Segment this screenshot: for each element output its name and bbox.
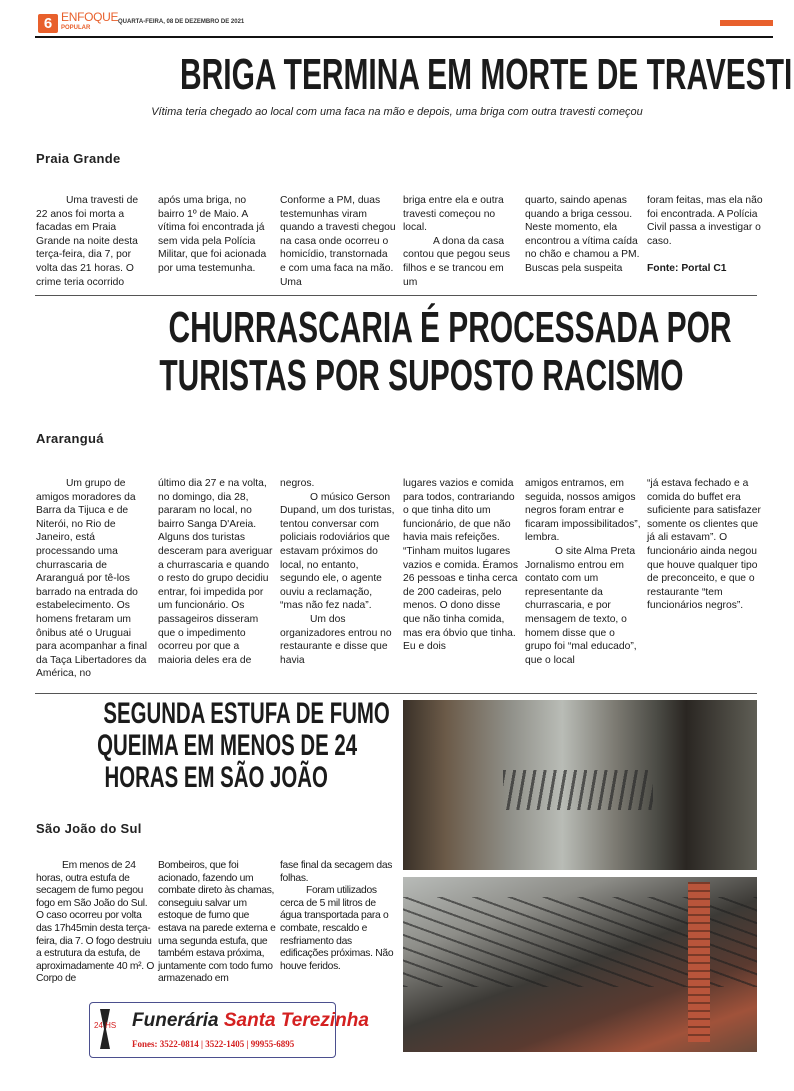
article1-column [647, 194, 763, 276]
section-divider [35, 295, 757, 296]
ad-badge: 24 HS [94, 1021, 117, 1030]
article3-headline-line: SEGUNDA ESTUFA DE FUMO [103, 697, 390, 730]
ad-name-part1: Funerária [132, 1010, 219, 1031]
article3-headline-line: HORAS EM SÃO JOÃO [104, 761, 328, 794]
paragraph: briga entre ela e outra travesti começou no local. [403, 195, 504, 234]
article1-headline [36, 50, 793, 100]
paragraph: Conforme a PM, duas testemunhas viram quando a travesti chegou na casa onde ocorreu o homicídio, transtornada e com uma faca na mão. Uma [280, 195, 396, 288]
paragraph: Um dos organizadores entrou no restaurante e disse que havia [280, 613, 392, 666]
page-number: 6 [38, 14, 58, 33]
header-rule [35, 36, 773, 38]
article3-column [158, 860, 278, 986]
fire-damage-photo-1 [403, 700, 757, 870]
article1-column [525, 194, 641, 276]
article3-place: São João do Sul [36, 821, 142, 836]
article2-headline-line: TURISTAS POR SUPOSTO RACISMO [159, 351, 684, 400]
paragraph: último dia 27 e na volta, no domingo, dia 28, pararam no local, no bairro Sanga D'Areia. Alguns dos turistas desceram para averiguar a churrascaria e quando o resto do grupo decidiu entrar, foi impedida por um funcionário. Os passageiros disseram que o impedimento ocorreu por que a maioria deles era de [158, 478, 273, 666]
paragraph: Uma travesti de 22 anos foi morta a facadas em Praia Grande na noite desta terça-feira, dia 7, por volta das 21 horas. O crime teria ocorrido [36, 195, 139, 288]
article2-headline [36, 304, 758, 352]
article1-column [158, 194, 274, 276]
paragraph: O site Alma Preta Jornalismo entrou em contato com um representante da churrascaria, e por mensagem de texto, o homem disse que o grupo foi “mal educado”, que o local [525, 545, 637, 666]
fire-damage-photo-2 [403, 877, 757, 1052]
article2-column [525, 477, 641, 667]
paragraph: amigos entramos, em seguida, nossos amigos negros foram entrar e ficaram impossibilitados”, lembra. [525, 478, 641, 544]
article1-headline-text: BRIGA TERMINA EM MORTE DE TRAVESTI [180, 50, 793, 99]
article1-source: Fonte: Portal C1 [647, 262, 727, 274]
paragraph: quarto, saindo apenas quando a briga cessou. Neste momento, ela encontrou a vítima caída no chão e chamou a PM. Buscas pela suspeita [525, 195, 640, 274]
paragraph: Um grupo de amigos moradores da Barra da Tijuca e de Niterói, no Rio de Janeiro, está processando uma churrascaria de Araranguá por tê-los barrado na entrada do estabelecimento. Os homens fretaram um ônibus até o Uruguai para acompanhar a final da Taça Libertadores da América, no [36, 478, 148, 680]
funeral-home-ad [89, 1002, 369, 1058]
ad-name [132, 1010, 369, 1032]
article3-headline-line: QUEIMA EM MENOS DE 24 [97, 729, 358, 762]
article3-column [36, 860, 156, 986]
article1-column [36, 194, 152, 289]
article1-column [280, 194, 396, 289]
article2-place: Araranguá [36, 431, 104, 446]
paragraph: foram feitas, mas ela não foi encontrada. A Polícia Civil passa a investigar o caso. [647, 195, 763, 247]
ad-phones: Fones: 3522-0814 | 3522-1405 | 99955-6895 [132, 1039, 295, 1049]
paragraph: Em menos de 24 horas, outra estufa de secagem de fumo pegou fogo em São João do Sul. O caso ocorreu por volta das 17h45min desta terça-feira, dia 7. O fogo destruiu a estrutura da estufa, de aproximadamente 40 m². O Corpo de [36, 860, 155, 985]
burnt-structure [503, 770, 653, 810]
paragraph: “já estava fechado e a comida do buffet era suficiente para satisfazer somente os clientes que já ali estavam”. O funcionário ainda negou que houve qualquer tipo de preconceito, e que o restaurante “tem funcionários negros”. [647, 478, 761, 612]
article2-column [158, 477, 274, 667]
article3-column [280, 860, 400, 973]
paragraph: fase final da secagem das folhas. [280, 860, 393, 884]
paragraph: negros. [280, 478, 315, 489]
article3-headline [36, 698, 396, 794]
masthead-brand: ENFOQUE [61, 10, 119, 24]
article2-headline [36, 352, 758, 400]
article1-column [403, 194, 519, 289]
article1-place: Praia Grande [36, 151, 121, 166]
paragraph: O músico Gerson Dupand, um dos turistas, tentou conversar com policiais rodoviários que estavam próximos do local, no entanto, segundo ele, o agente ouviu a reclamação, “mas não fez nada”. [280, 491, 395, 612]
paragraph: lugares vazios e comida para todos, contrariando o que tinha dito um funcionário, de que não havia mais refeições. “Tinham muitos lugares vazios e comida. Éramos 26 pessoas e tinha cerca de 200 cadeiras, pelo menos. O dono disse que não tinha comida, mas era óbvio que tinha. Eu e dois [403, 478, 519, 653]
article2-column [36, 477, 152, 681]
section-divider [35, 693, 757, 694]
masthead-brand-sub: POPULAR [61, 25, 91, 31]
article2-column [647, 477, 763, 613]
article1-subtitle: Vítima teria chegado ao local com uma faca na mão e depois, uma briga com outra travesti começou [151, 106, 643, 118]
paragraph: após uma briga, no bairro 1º de Maio. A vítima foi encontrada já sem vida pela Polícia Militar, que foi acionada por uma testemunha. [158, 195, 267, 274]
brick-column [688, 882, 710, 1042]
paragraph: Foram utilizados cerca de 5 mil litros de água transportada para o combate, rescaldo e resfriamento das edificações próximas. Não houve feridos. [280, 885, 394, 972]
issue-date: QUARTA-FEIRA, 08 DE DEZEMBRO DE 2021 [118, 19, 245, 25]
ad-name-part2: Santa Terezinha [223, 1010, 369, 1031]
paragraph: Bombeiros, que foi acionado, fazendo um combate direto às chamas, conseguiu salvar um estoque de fumo que estava na parede externa e uma segunda estufa, que também estava próxima, juntamente com todo fumo armazenado em [158, 860, 276, 985]
article2-headline-line: CHURRASCARIA É PROCESSADA POR [168, 303, 732, 352]
article2-column [280, 477, 396, 667]
article2-column [403, 477, 519, 654]
paragraph: A dona da casa contou que pegou seus filhos e se trancou em um [403, 235, 511, 288]
accent-bar [720, 20, 773, 26]
